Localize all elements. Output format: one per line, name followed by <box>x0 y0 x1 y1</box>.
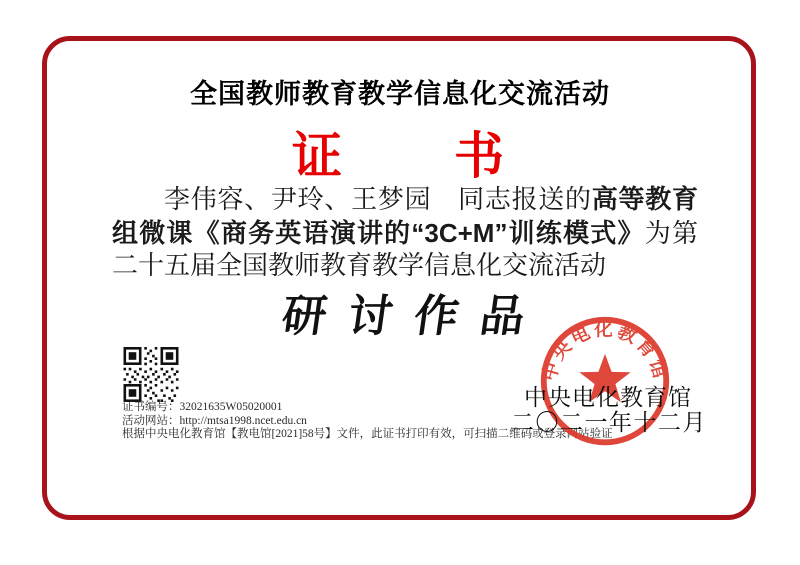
cert-number-line <box>122 401 562 415</box>
certificate-title: 证 书 <box>292 128 508 184</box>
group-category: 高等教育组 <box>112 184 698 248</box>
event-title: 全国教师教育教学信息化交流活动 <box>190 79 610 109</box>
qr-code <box>122 346 180 403</box>
site-line <box>122 415 562 429</box>
recipient-names: 李伟容、尹玲、王梦园 <box>164 185 432 214</box>
signature-date: 二〇二一年十二月 <box>511 409 707 435</box>
cert-number-value: 32021635W05020001 <box>179 401 283 413</box>
site-url: http://mtsa1998.ncet.edu.cn <box>179 414 307 427</box>
certificate-body-paragraph <box>112 183 698 283</box>
body-tail-text: 为第二十五届全国教师教育教学信息化交流活动 <box>112 218 698 280</box>
site-label: 活动网站： <box>122 414 180 427</box>
signature-organization: 中央电化教育馆 <box>524 384 692 410</box>
cert-number-label: 证书编号： <box>122 401 180 413</box>
validity-note: 根据中央电化教育馆【教电馆[2021]58号】文件，此证书打印有效，可扫描二维码或登录网站验证 <box>122 428 613 440</box>
recommend-text: 同志报送的 <box>431 185 592 214</box>
work-title: 微课《商务英语演讲的“3C+M”训练模式》 <box>139 217 645 248</box>
seal-arc-text: 中央电化教育馆 <box>538 318 672 384</box>
award-title-calligraphy: 研讨作品 <box>278 292 550 341</box>
